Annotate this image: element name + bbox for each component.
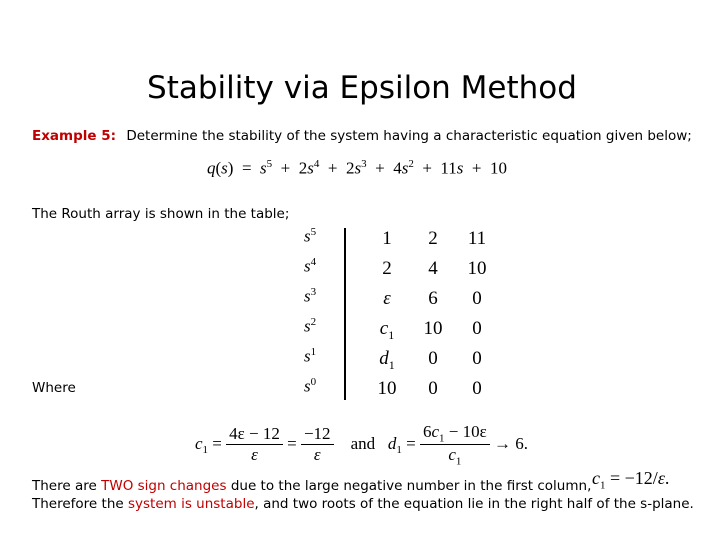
row-label-s0: $s^0$ [304,376,317,396]
conclusion-line-2 [32,496,694,512]
cell-r1c2: 2 [428,228,438,249]
cell-r5c2: 0 [428,348,438,369]
row-label-s2: $s^2$ [304,316,317,336]
conclusion-1a: There are [32,478,97,494]
example-label: Example 5: [32,128,117,144]
characteristic-equation: $q(s) = s^5 + 2s^4 + 2s^3 + 4s^2 + 11s + 10$ [207,158,508,178]
slide-title: Stability via Epsilon Method [147,70,577,106]
example-text: Determine the stability of the system having a characteristic equation given below; [126,128,692,144]
and-label: and [350,433,376,453]
cell-r6c3: 0 [472,378,482,399]
cell-r4c3: 0 [472,318,482,339]
conclusion-2a: Therefore the [32,496,124,512]
row-label-s5: $s^5$ [304,226,317,246]
cell-r6c2: 0 [428,378,438,399]
unstable-highlight: system is unstable [127,496,255,512]
cell-r3c1: ε [383,288,391,309]
routh-intro: The Routh array is shown in the table; [32,206,290,222]
cell-r6c1: 10 [377,378,397,399]
row-label-s4: $s^4$ [304,256,317,276]
cell-r4c2: 10 [423,318,443,339]
cell-r2c2: 4 [428,258,438,279]
cell-r1c1: 1 [382,228,392,249]
sign-changes-highlight: TWO sign changes [101,478,227,494]
cell-r2c1: 2 [382,258,392,279]
cell-r5c1: $d_1$ [379,348,395,372]
example-line [32,128,692,144]
routh-array [300,224,500,400]
row-label-s1: $s^1$ [304,346,317,366]
cell-r2c3: 10 [467,258,487,279]
where-label: Where [32,380,76,396]
cell-r4c1: $c_1$ [379,318,395,342]
cell-r3c3: 0 [472,288,482,309]
routh-divider [344,228,346,400]
cell-r5c3: 0 [472,348,482,369]
row-label-s3: $s^3$ [304,286,317,306]
conclusion-1c: due to the large negative number in the first column, [230,478,592,494]
cell-r3c2: 6 [428,288,438,309]
c1-result: $c_1 = -12/\varepsilon$. [592,468,670,492]
conclusion-line-1 [32,478,591,494]
c1-d1-definitions: $c_1$ = $\frac{4\varepsilon - 12}{\varepsilon}$ = $\frac{-12}{\varepsilon}$ and $d_1$ = $\frac{6c_1 - 10\varepsilon}{c_1}$ → 6. [195,422,528,468]
conclusion-2c: , and two roots of the equation lie in the right half of the s-plane. [254,496,694,512]
cell-r1c3: 11 [467,228,487,249]
